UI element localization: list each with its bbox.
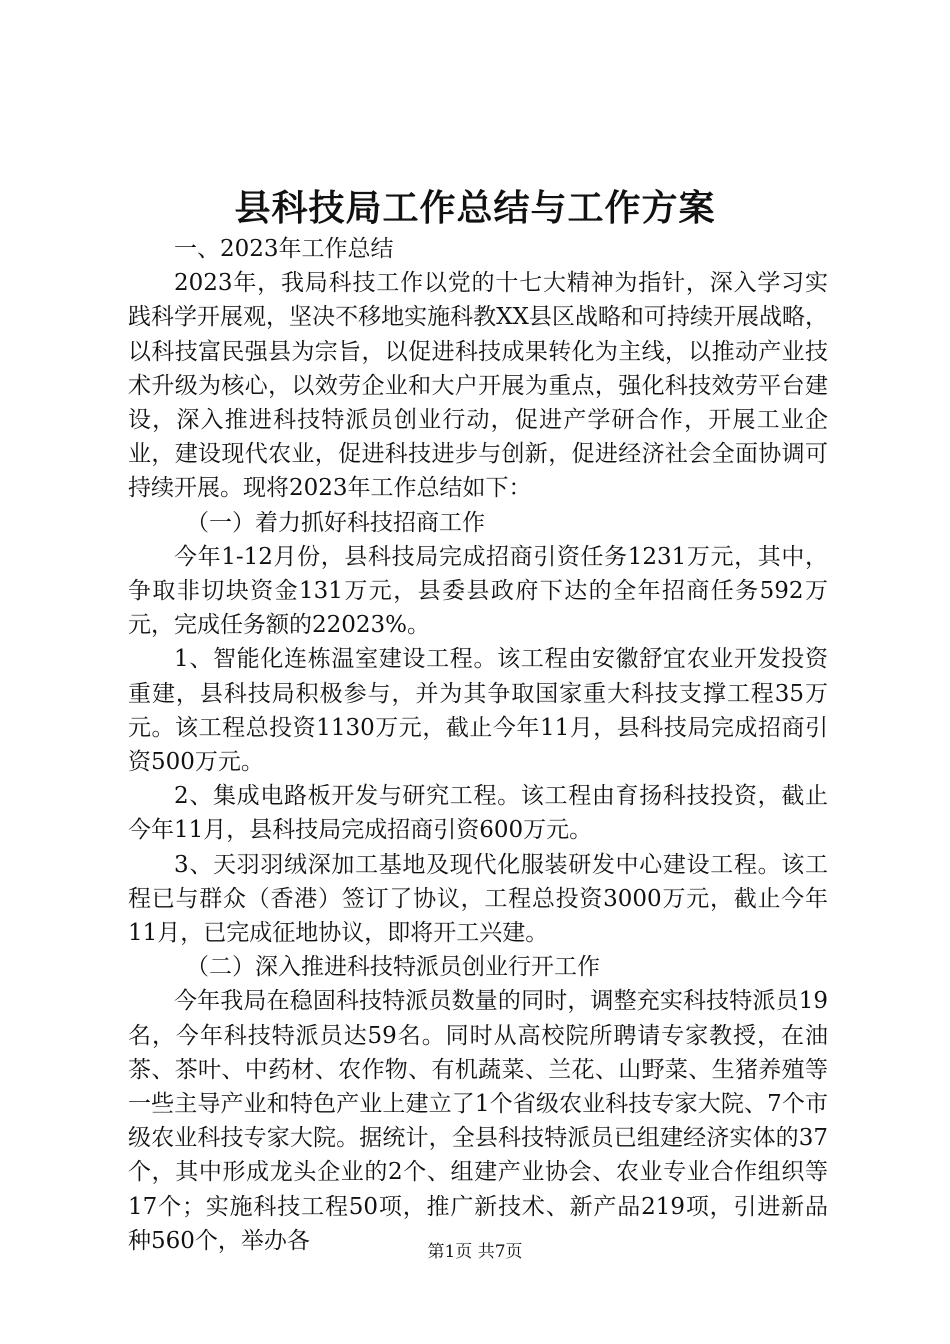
section-heading: 一、2023年工作总结 <box>174 236 394 262</box>
paragraph: 1、智能化连栋温室建设工程。该工程由安徽舒宜农业开发投资重建，县科技局积极参与，并为其争取国家重大科技支撑工程35万元。该工程总投资1130万元，截止今年11月，县科技局完成招商引资500万元。 <box>128 646 828 776</box>
subsection-heading: （一）着力抓好科技招商工作 <box>186 509 485 536</box>
paragraph: 今年我局在稳固科技特派员数量的同时，调整充实科技特派员19名，今年科技特派员达59名。同时从高校院所聘请专家教授，在油茶、茶叶、中药材、农作物、有机蔬菜、兰花、山野菜、生猪养殖等一些主导产业和特色产业上建立了1个省级农业科技专家大院、7个市级农业科技专家大院。据统计，全县科技特派员已组建经济实体的37个，其中形成龙头企业的2个、组建产业协会、农业专业合作组织等17个；实施科技工程50项，推广新技术、新产品219项，引进新品种560个，举办各 <box>128 988 828 1254</box>
paragraph: 2023年，我局科技工作以党的十七大精神为指针，深入学习实践科学开展观，坚决不移地实施科教XX县区战略和可持续开展战略，以科技富民强县为宗旨，以促进科技成果转化为主线，以推动产业技术升级为核心，以效劳企业和大户开展为重点，强化科技效劳平台建设，深入推进科技特派员创业行动，促进产学研合作，开展工业企业，建设现代农业，促进科技进步与创新，促进经济社会全面协调可持续开展。现将2023年工作总结如下： <box>128 270 828 502</box>
document-body <box>128 232 828 1258</box>
paragraph: 3、天羽羽绒深加工基地及现代化服装研发中心建设工程。该工程已与群众（香港）签订了协议，工程总投资3000万元，截止今年11月，已完成征地协议，即将开工兴建。 <box>128 851 828 947</box>
paragraph: 2、集成电路板开发与研究工程。该工程由育扬科技投资，截止今年11月，县科技局完成招商引资600万元。 <box>128 783 828 844</box>
subsection-heading: （二）深入推进科技特派员创业行开工作 <box>186 954 600 981</box>
paragraph: 今年1-12月份，县科技局完成招商引资任务1231万元，其中，争取非切块资金131万元，县委县政府下达的全年招商任务592万元，完成任务额的22023%。 <box>128 543 828 639</box>
page-number-footer: 第1页 共7页 <box>427 1242 523 1262</box>
document-title: 县科技局工作总结与工作方案 <box>234 187 716 229</box>
